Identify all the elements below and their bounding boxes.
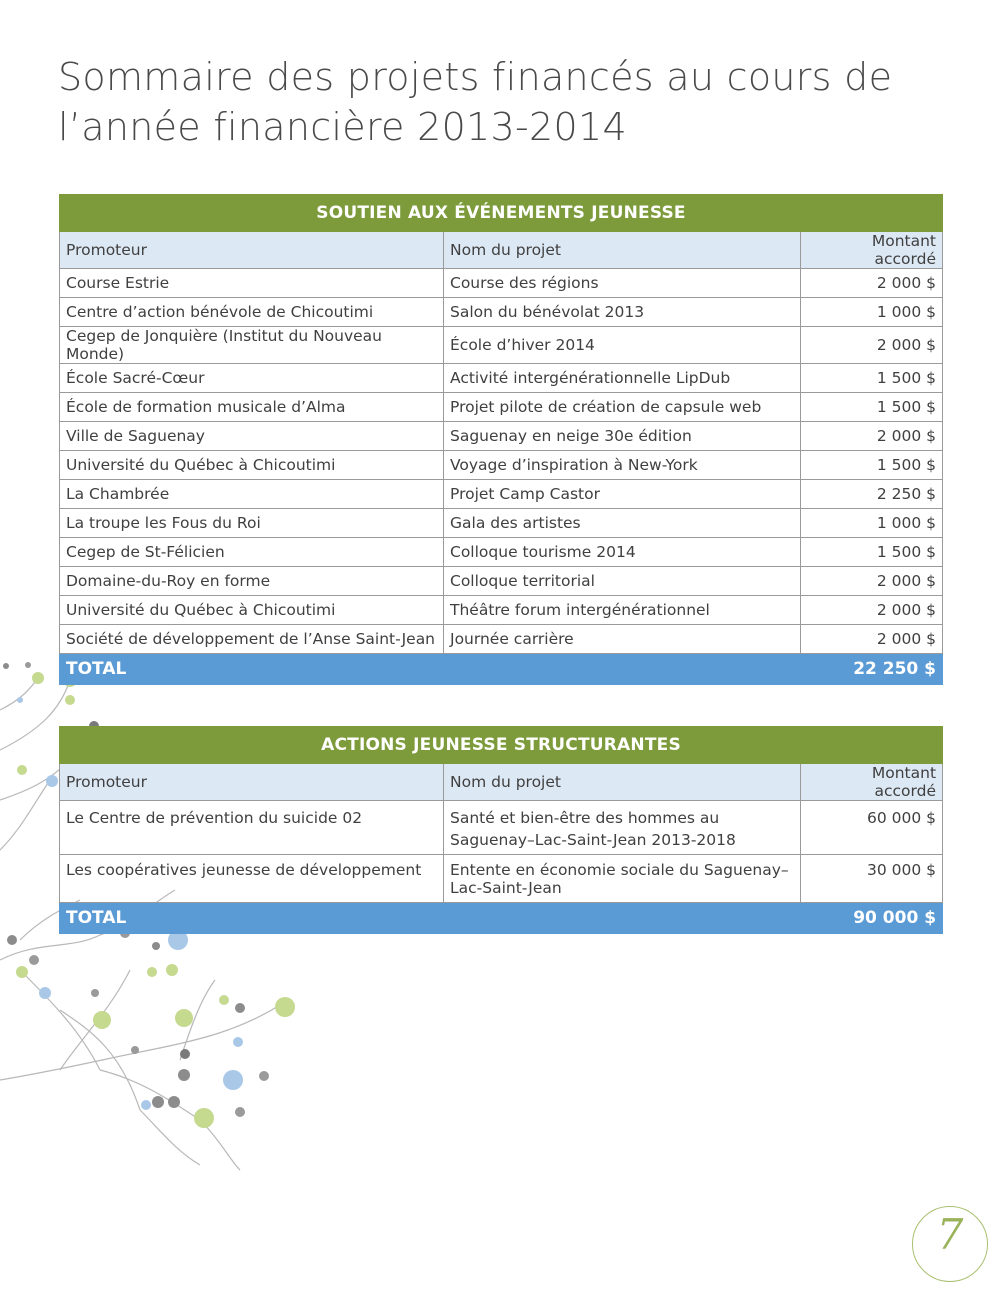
amount-cell: 1 500 $ [801, 364, 943, 393]
project-cell: Colloque tourisme 2014 [444, 538, 801, 567]
table-row [60, 393, 943, 422]
column-header-projet: Nom du projet [444, 764, 801, 801]
promoteur-cell: Centre d’action bénévole de Chicoutimi [60, 298, 444, 327]
table-row [60, 298, 943, 327]
amount-cell: 2 000 $ [801, 422, 943, 451]
table-row [60, 801, 943, 855]
amount-cell: 2 250 $ [801, 480, 943, 509]
column-header-promoteur: Promoteur [60, 232, 444, 269]
page-number: 7 [936, 1210, 964, 1259]
table-row [60, 422, 943, 451]
table-row [60, 327, 943, 364]
total-value: 90 000 $ [801, 903, 943, 934]
amount-cell: 1 000 $ [801, 298, 943, 327]
project-cell: Projet pilote de création de capsule web [444, 393, 801, 422]
title-line-2: l’année financière 2013-2014 [58, 105, 627, 149]
amount-cell: 2 000 $ [801, 327, 943, 364]
project-cell: Colloque territorial [444, 567, 801, 596]
project-cell: Activité intergénérationnelle LipDub [444, 364, 801, 393]
amount-cell: 2 000 $ [801, 596, 943, 625]
promoteur-cell: Les coopératives jeunesse de développement [60, 855, 444, 903]
amount-cell: 1 000 $ [801, 509, 943, 538]
events-table [59, 194, 943, 685]
project-cell: Gala des artistes [444, 509, 801, 538]
table-row [60, 509, 943, 538]
table-row [60, 269, 943, 298]
table-row [60, 855, 943, 903]
table-row [60, 538, 943, 567]
promoteur-cell: Le Centre de prévention du suicide 02 [60, 801, 444, 855]
project-cell: Voyage d’inspiration à New-York [444, 451, 801, 480]
table-heading: SOUTIEN AUX ÉVÉNEMENTS JEUNESSE [60, 195, 943, 232]
total-value: 22 250 $ [801, 654, 943, 685]
table-row [60, 364, 943, 393]
promoteur-cell: Société de développement de l’Anse Saint-Jean [60, 625, 444, 654]
project-cell: Entente en économie sociale du Saguenay–Lac-Saint-Jean [444, 855, 801, 903]
table-row [60, 625, 943, 654]
structuring-actions-table [59, 726, 943, 934]
project-cell: Théâtre forum intergénérationnel [444, 596, 801, 625]
promoteur-cell: Domaine-du-Roy en forme [60, 567, 444, 596]
column-header-promoteur: Promoteur [60, 764, 444, 801]
total-label: TOTAL [60, 654, 801, 685]
table-row [60, 451, 943, 480]
promoteur-cell: La Chambrée [60, 480, 444, 509]
total-row [60, 903, 943, 934]
column-header-montant: Montant accordé [801, 232, 943, 269]
column-header-montant: Montant accordé [801, 764, 943, 801]
amount-cell: 1 500 $ [801, 538, 943, 567]
project-cell: École d’hiver 2014 [444, 327, 801, 364]
project-cell: Saguenay en neige 30e édition [444, 422, 801, 451]
project-cell: Journée carrière [444, 625, 801, 654]
project-cell: Projet Camp Castor [444, 480, 801, 509]
column-header-projet: Nom du projet [444, 232, 801, 269]
table-row [60, 596, 943, 625]
promoteur-cell: Université du Québec à Chicoutimi [60, 451, 444, 480]
promoteur-cell: Cegep de Jonquière (Institut du Nouveau Monde) [60, 327, 444, 364]
amount-cell: 2 000 $ [801, 269, 943, 298]
amount-cell: 2 000 $ [801, 567, 943, 596]
project-cell: Santé et bien-être des hommes au Saguenay–Lac-Saint-Jean 2013-2018 [444, 801, 801, 855]
promoteur-cell: Course Estrie [60, 269, 444, 298]
amount-cell: 60 000 $ [801, 801, 943, 855]
project-cell: Course des régions [444, 269, 801, 298]
promoteur-cell: École Sacré-Cœur [60, 364, 444, 393]
promoteur-cell: Université du Québec à Chicoutimi [60, 596, 444, 625]
amount-cell: 2 000 $ [801, 625, 943, 654]
project-cell: Salon du bénévolat 2013 [444, 298, 801, 327]
promoteur-cell: La troupe les Fous du Roi [60, 509, 444, 538]
total-row [60, 654, 943, 685]
promoteur-cell: Cegep de St-Félicien [60, 538, 444, 567]
promoteur-cell: École de formation musicale d’Alma [60, 393, 444, 422]
table-row [60, 567, 943, 596]
amount-cell: 1 500 $ [801, 451, 943, 480]
table-heading: ACTIONS JEUNESSE STRUCTURANTES [60, 727, 943, 764]
total-label: TOTAL [60, 903, 801, 934]
amount-cell: 1 500 $ [801, 393, 943, 422]
title-line-1: Sommaire des projets financés au cours de [58, 55, 893, 99]
promoteur-cell: Ville de Saguenay [60, 422, 444, 451]
table-row [60, 480, 943, 509]
amount-cell: 30 000 $ [801, 855, 943, 903]
